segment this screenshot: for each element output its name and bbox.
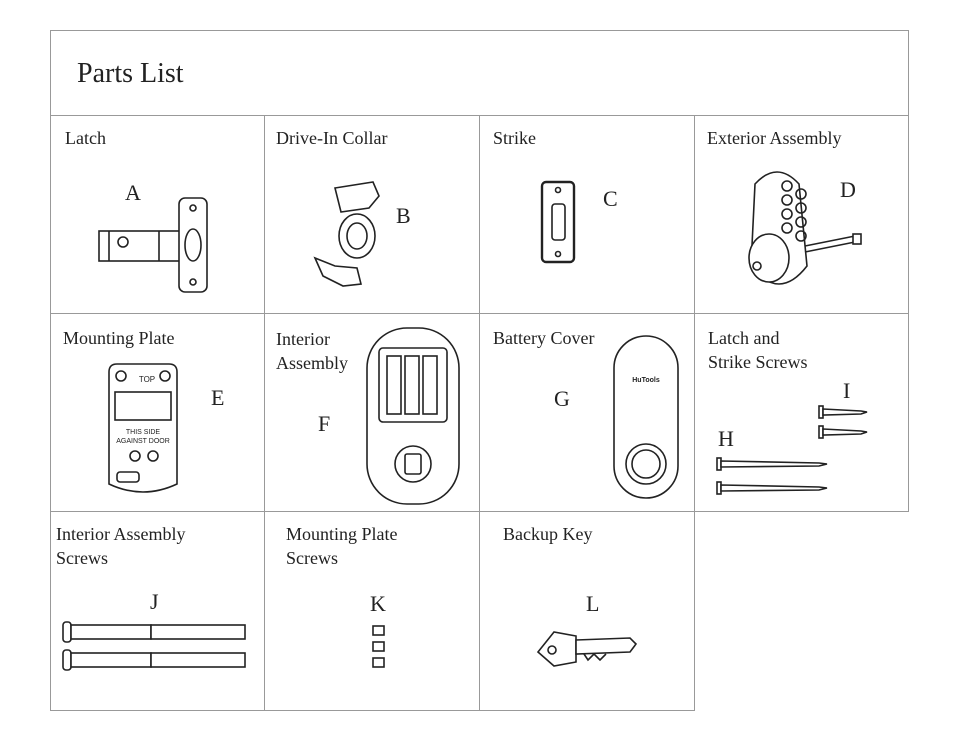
part-letter-d: D [840, 177, 856, 202]
part-letter-l: L [586, 591, 600, 616]
part-letter-e: E [211, 385, 225, 410]
part-letter-b: B [396, 203, 411, 228]
part-cell-latch [50, 115, 265, 314]
part-letter-h: H [718, 426, 734, 451]
part-letter-f: F [318, 411, 331, 436]
part-label-mounting-plate: Mounting Plate [63, 328, 175, 348]
part-label-latch-strike-screws-1: Latch and [708, 328, 780, 348]
part-cell-mounting-plate [50, 313, 265, 512]
short-screw-2 [819, 426, 867, 438]
part-label-interior-assembly-2: Assembly [276, 353, 348, 373]
part-label-latch-strike-screws-2: Strike Screws [708, 352, 808, 372]
part-letter-a: A [125, 180, 141, 205]
part-label-interior-assembly-1: Interior [276, 329, 330, 349]
part-cell-mounting-plate-screws [264, 511, 480, 711]
exterior-assembly-illustration [695, 116, 910, 315]
latch-strike-screws-illustration [695, 314, 910, 513]
part-label-backup-key: Backup Key [503, 524, 593, 544]
title-box [50, 30, 909, 116]
part-letter-g: G [554, 386, 570, 411]
part-cell-strike [479, 115, 695, 314]
part-letter-j: J [150, 589, 159, 614]
long-screw-1 [717, 458, 827, 470]
part-cell-drive-in-collar [264, 115, 480, 314]
part-letter-i: I [843, 378, 851, 403]
collar-illustration [265, 116, 481, 315]
part-letter-k: K [370, 591, 386, 616]
part-label-battery-cover: Battery Cover [493, 328, 595, 348]
mounting-plate-screws-illustration [265, 512, 481, 712]
mounting-plate-illustration [51, 314, 266, 513]
part-cell-battery-cover [479, 313, 695, 512]
part-cell-latch-strike-screws [694, 313, 909, 512]
part-letter-c: C [603, 186, 618, 211]
part-cell-exterior-assembly [694, 115, 909, 314]
part-label-latch: Latch [65, 128, 106, 148]
part-label-interior-screws-1: Interior Assembly [56, 524, 186, 544]
part-label-plate-screws-1: Mounting Plate [286, 524, 398, 544]
page-title: Parts List [77, 58, 184, 89]
part-cell-interior-assembly-screws [50, 511, 265, 711]
long-screw-2 [717, 482, 827, 494]
battery-cover-illustration [480, 314, 696, 513]
battery-cover-brand: HuTools [632, 377, 660, 384]
parts-list-sheet [50, 30, 909, 711]
backup-key-illustration [480, 512, 696, 712]
strike-illustration [480, 116, 696, 315]
long-bolt-1 [63, 622, 245, 642]
part-cell-backup-key [479, 511, 695, 711]
plate-top-text: TOP [138, 375, 156, 384]
plate-door-text: AGAINST DOOR [116, 438, 170, 445]
short-screw-1 [819, 406, 867, 418]
part-label-strike: Strike [493, 128, 536, 148]
part-label-exterior-assembly: Exterior Assembly [707, 128, 842, 148]
part-label-plate-screws-2: Screws [286, 548, 338, 568]
part-label-drive-in-collar: Drive-In Collar [276, 128, 388, 148]
plate-side-text: THIS SIDE [125, 429, 161, 436]
long-bolt-2 [63, 650, 245, 670]
part-cell-interior-assembly [264, 313, 480, 512]
interior-assembly-screws-illustration [51, 512, 266, 712]
latch-illustration [51, 116, 266, 315]
interior-assembly-illustration [265, 314, 481, 513]
part-label-interior-screws-2: Screws [56, 548, 108, 568]
